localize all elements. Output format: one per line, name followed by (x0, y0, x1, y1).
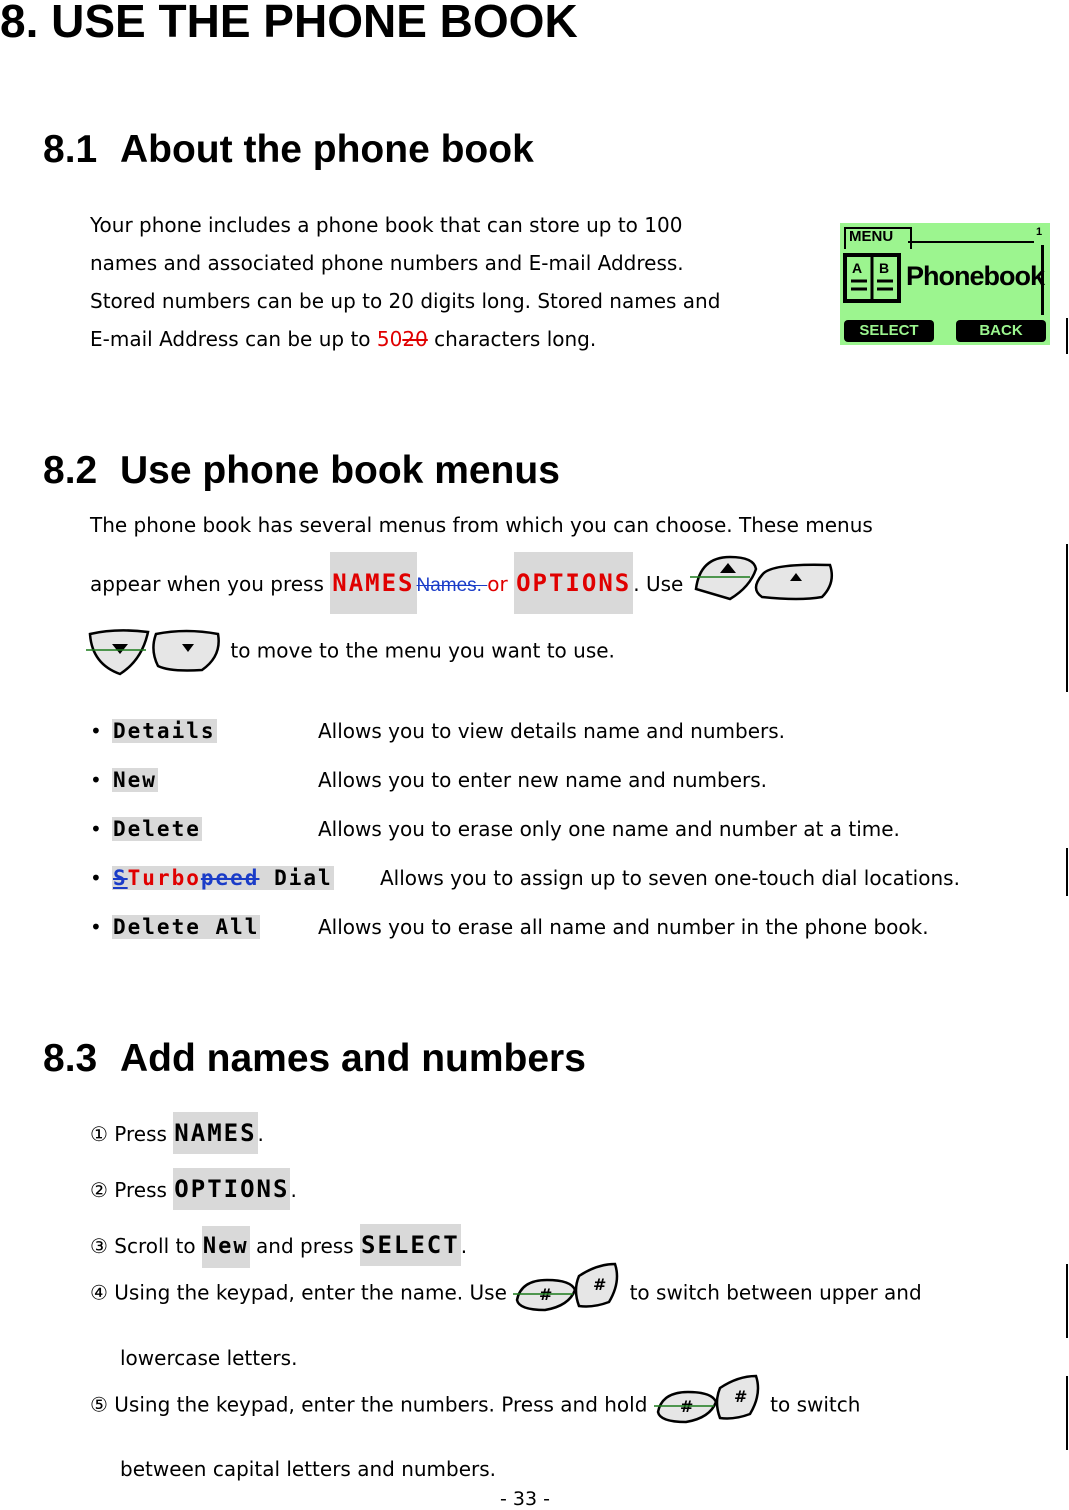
turbo-dial-option: STurbopeed Dial (113, 866, 333, 890)
change-bar (1066, 318, 1068, 354)
svg-text:A: A (852, 260, 863, 276)
down-key-icon (86, 626, 224, 678)
screen-title: Phonebook (906, 261, 1044, 291)
svg-text:#: # (593, 1275, 607, 1294)
step-4-cont: lowercase letters. (120, 1346, 298, 1370)
delete-option: Delete (113, 817, 201, 841)
para-line-3: Stored numbers can be up to 20 digits long. Stored names and (90, 289, 721, 313)
para-line-4: E-mail Address can be up to 5020 characters long. (90, 327, 597, 351)
section-8-1-text (90, 206, 830, 358)
step-5-cont: between capital letters and numbers. (120, 1457, 497, 1481)
new-key: New (202, 1226, 250, 1268)
list-item: • STurbopeed Dial Allows you to assign up to seven one-touch dial locations. (90, 866, 960, 890)
delete-all-option: Delete All (113, 915, 260, 939)
section-8-2-line-2: appear when you press NAMES Names. or OPTIONS . Use (90, 552, 840, 614)
svg-text:B: B (879, 260, 890, 276)
step-1: ① Press NAMES. (90, 1112, 264, 1154)
para-line-1: Your phone includes a phone book that can store up to 100 (90, 213, 683, 237)
change-bar (1066, 848, 1068, 896)
change-bar (1066, 1376, 1068, 1450)
para-line-2: names and associated phone numbers and E-mail Address. (90, 251, 684, 275)
up-key-icon (690, 553, 840, 603)
options-key: OPTIONS (173, 1168, 290, 1210)
screen-indicator: 1 (1036, 226, 1043, 238)
section-8-2-line-1: The phone book has several menus from which you can choose. These menus (90, 513, 873, 537)
phonebook-icon (843, 253, 901, 303)
chapter-title: 8. USE THE PHONE BOOK (0, 0, 578, 47)
list-item: • Delete All Allows you to erase all name and number in the phone book. (90, 915, 929, 939)
phonebook-screen-image (840, 223, 1050, 345)
step-5: ⑤ Using the keypad, enter the numbers. Press and hold # # to switch (90, 1384, 860, 1428)
section-8-1-heading: 8.1 About the phone book (43, 128, 534, 171)
hash-key-icon (654, 1372, 764, 1428)
step-4: ④ Using the keypad, enter the name. Use # # to switch between upper and (90, 1272, 922, 1316)
list-item: • New Allows you to enter new name and numbers. (90, 768, 768, 792)
list-item: • Delete Allows you to erase only one name and number at a time. (90, 817, 900, 841)
new-option: New (113, 768, 157, 792)
details-option: Details (113, 719, 216, 743)
step-2: ② Press OPTIONS. (90, 1168, 297, 1210)
section-8-3-heading: 8.3 Add names and numbers (43, 1037, 586, 1080)
step-3: ③ Scroll to New and press SELECT. (90, 1224, 467, 1268)
screen-menu-label: MENU (849, 228, 894, 245)
svg-text:#: # (679, 1397, 694, 1416)
back-softkey: BACK (956, 320, 1046, 342)
list-item: • Details Allows you to view details name and numbers. (90, 719, 786, 743)
hash-key-icon (513, 1260, 623, 1316)
section-8-2-line-3: to move to the menu you want to use. (86, 626, 615, 678)
options-key: OPTIONS (514, 552, 633, 614)
names-key: NAMES (173, 1112, 257, 1154)
section-8-2-heading: 8.2 Use phone book menus (43, 449, 560, 492)
change-bar (1066, 544, 1068, 692)
names-key: NAMES (330, 552, 416, 614)
change-bar (1066, 1264, 1068, 1338)
select-key: SELECT (360, 1224, 461, 1266)
select-softkey: SELECT (844, 320, 934, 342)
page-number: - 33 - (500, 1488, 550, 1510)
svg-text:#: # (733, 1387, 748, 1406)
svg-text:#: # (539, 1285, 553, 1304)
